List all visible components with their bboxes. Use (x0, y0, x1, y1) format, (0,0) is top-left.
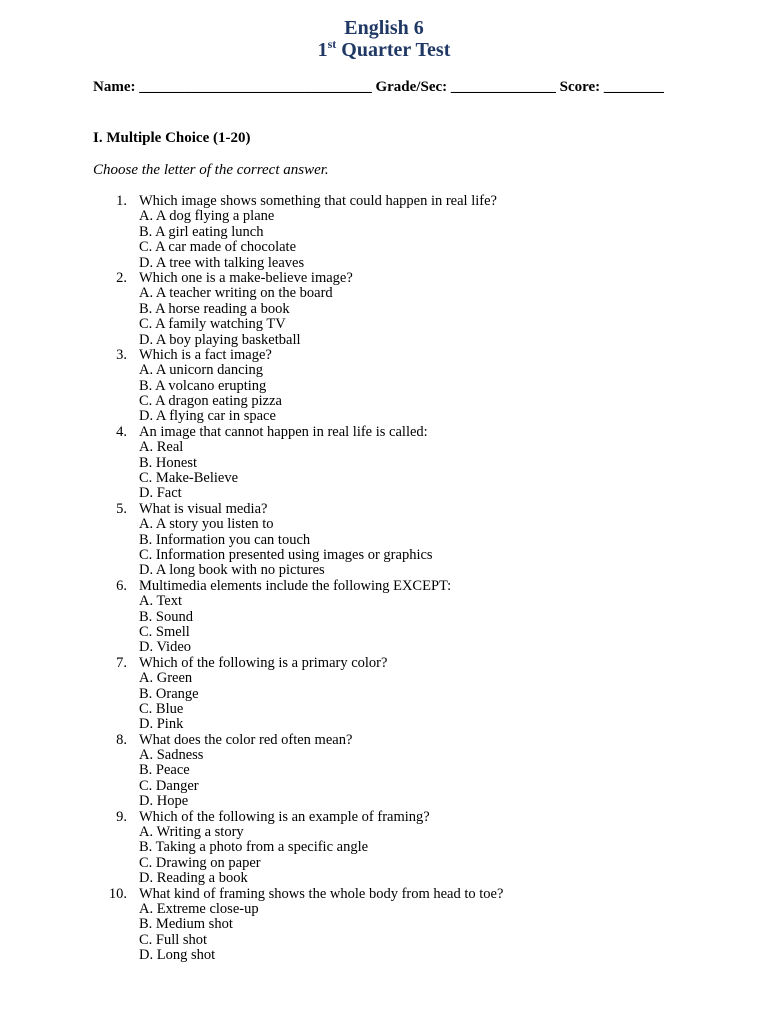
question-text: Multimedia elements include the following EXCEPT: (139, 577, 452, 594)
answer-choice: D. Hope (139, 793, 189, 810)
answer-choice: D. Video (139, 639, 192, 656)
question-item (0, 656, 768, 733)
question-number: 3. (116, 346, 127, 363)
question-item (0, 887, 768, 964)
question-number: 7. (116, 654, 127, 671)
answer-choice: C. Drawing on paper (139, 854, 261, 871)
question-item (0, 579, 768, 656)
question-text: Which one is a make-believe image? (139, 269, 353, 286)
answer-choice: A. A story you listen to (139, 516, 274, 533)
question-text: What kind of framing shows the whole body from head to toe? (139, 885, 504, 902)
answer-choice: D. Fact (139, 485, 182, 502)
question-text: What is visual media? (139, 500, 268, 517)
answer-choice: A. A teacher writing on the board (139, 285, 333, 302)
answer-choice: D. A flying car in space (139, 408, 276, 425)
question-text: Which image shows something that could happen in real life? (139, 193, 497, 209)
subtitle-number: 1 (317, 39, 328, 61)
instruction-text: Choose the letter of the correct answer. (93, 162, 329, 178)
answer-choice: B. Information you can touch (139, 531, 311, 548)
answer-choice: B. A volcano erupting (139, 377, 267, 394)
answer-choice: C. A dragon eating pizza (139, 393, 282, 410)
answer-choice: B. Sound (139, 608, 193, 625)
question-number: 8. (116, 731, 127, 748)
question-text: An image that cannot happen in real life is called: (139, 423, 428, 440)
subtitle-superscript: st (327, 37, 337, 51)
answer-choice: D. Pink (139, 716, 184, 733)
question-number: 5. (116, 500, 127, 517)
answer-choice: B. Taking a photo from a specific angle (139, 839, 369, 856)
answer-choice: A. Real (139, 439, 184, 456)
answer-choice: D. Reading a book (139, 870, 248, 887)
answer-choice: C. Danger (139, 777, 199, 794)
question-number: 9. (116, 808, 127, 825)
answer-choice: C. Information presented using images or graphics (139, 546, 433, 563)
question-number: 2. (116, 269, 127, 286)
document-subtitle (0, 39, 768, 61)
question-number: 4. (116, 423, 127, 440)
document-title: English 6 (344, 17, 424, 39)
answer-choice: C. Make-Believe (139, 470, 239, 487)
answer-choice: B. A horse reading a book (139, 300, 290, 317)
question-item (0, 733, 768, 810)
question-number: 6. (116, 577, 127, 594)
answer-choice: C. Blue (139, 700, 184, 717)
answer-choice: A. Extreme close-up (139, 900, 259, 917)
answer-choice: D. A tree with talking leaves (139, 254, 305, 271)
question-item (0, 348, 768, 425)
question-text: Which of the following is an example of framing? (139, 808, 430, 825)
question-text: Which is a fact image? (139, 346, 272, 363)
answer-choice: A. Green (139, 670, 193, 687)
answer-choice: B. Medium shot (139, 916, 233, 933)
answer-choice: B. Peace (139, 762, 190, 779)
question-text: What does the color red often mean? (139, 731, 353, 748)
answer-choice: A. Text (139, 593, 183, 610)
student-info-line: Name: _______________________________ Grade/Sec: ______________ Score: ________ (93, 79, 664, 95)
question-item (0, 810, 768, 887)
subtitle-text: Quarter Test (336, 39, 451, 61)
question-text: Which of the following is a primary color? (139, 654, 388, 671)
question-list (0, 194, 768, 964)
answer-choice: C. A family watching TV (139, 316, 286, 333)
answer-choice: B. Honest (139, 454, 197, 471)
answer-choice: D. A boy playing basketball (139, 331, 301, 348)
question-item (0, 425, 768, 502)
question-number: 1. (116, 193, 127, 209)
answer-choice: C. Full shot (139, 931, 208, 948)
question-item (0, 271, 768, 348)
section-heading: I. Multiple Choice (1-20) (93, 130, 251, 146)
question-item (0, 502, 768, 579)
answer-choice: D. Long shot (139, 947, 216, 964)
question-number: 10. (108, 885, 127, 902)
question-item (0, 194, 768, 271)
answer-choice: B. Orange (139, 685, 199, 702)
answer-choice: A. A unicorn dancing (139, 362, 264, 379)
answer-choice: A. Writing a story (139, 824, 244, 841)
answer-choice: B. A girl eating lunch (139, 223, 264, 240)
answer-choice: A. A dog flying a plane (139, 208, 275, 225)
answer-choice: D. A long book with no pictures (139, 562, 325, 579)
answer-choice: A. Sadness (139, 747, 204, 764)
answer-choice: C. A car made of chocolate (139, 239, 297, 256)
answer-choice: C. Smell (139, 623, 190, 640)
